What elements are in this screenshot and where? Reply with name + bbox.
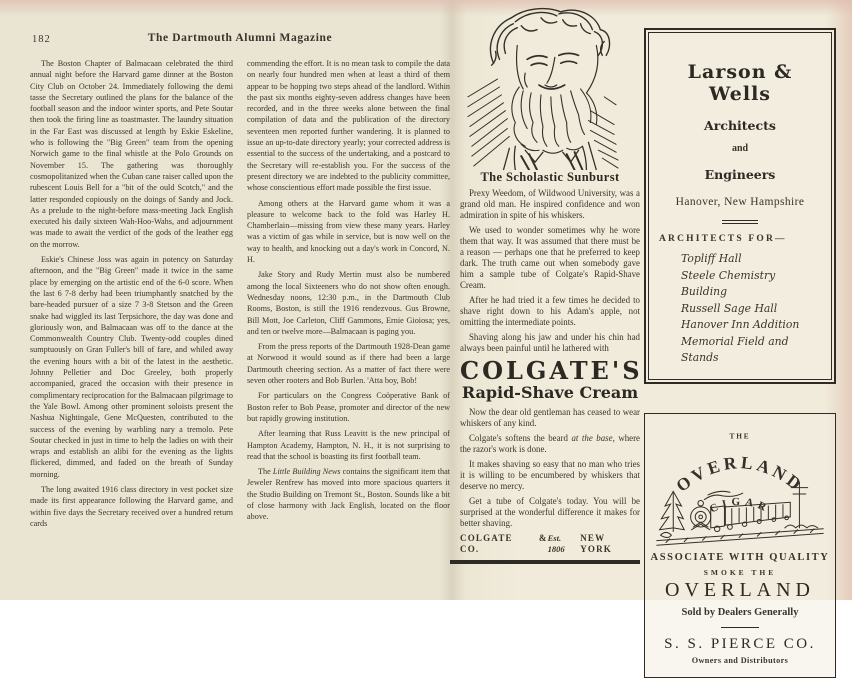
ad-paragraph: We used to wonder sometimes why he wore them that way. It was assumed that there must be a reason — perhaps one that he preferred to keep dark. The truth came out when somebody gave him a sample tube of Colgate's Rapid-Shave Cream.: [460, 225, 640, 290]
list-item: Steele Chemistry Building: [681, 268, 776, 298]
advertiser-location: Hanover, New Hampshire: [675, 196, 805, 208]
body-paragraph: Among others at the Harvard game whom it was a pleasure to welcome back to the fold was Harley H. Chamberlain—missing from view these many years. Harley was a victim of gas while in service, but is now well on the way to health, and knocking out a day's work in Concord, N. H.: [247, 198, 450, 265]
colgate-product-name: Rapid-Shave Cream: [461, 383, 639, 402]
article-column-2: [247, 58, 450, 533]
ad-subtitle: Architects: [704, 118, 776, 133]
ad-bottom-rule: [450, 560, 640, 564]
colgate-footer: [460, 533, 640, 555]
left-page: [30, 30, 450, 533]
body-paragraph: Eskie's Chinese Joss was again in potency on Saturday afternoon, and the "Big Green" made it twice in the same place by emerging on the artistic end of the 6-0 score. When the last 6 7-8 derby had been triumphantly snatched by the bare-headed pursuer of a size 7 3-8 Stetson and the Green snake had wiggled its last Terpsichore, the day was done and gloriously won, and Balmacaan was off to the dance at the Commonwealth Country Club. Twenty-odd couples dined sumptuously on Gran Fuller's bill of fare, and whiled away the evening hours with a bit of the latest in the aesthetic. Johnny Pelletier and Doc Greeley, both properly accompanied, graced the occasion with their presence in complimentary reciprocation for the Balmacaan pilgrimage to the Yale Bowl. Among other prominent soloists present the Nashua Nightingale, Gene McQuesten, contributed to the success of the evening by warbling nary a tremolo. Pete Soutar checked in just in time to help the ladies on with their wraps and establish an alibi for the evening as the lights flickered, dimmed, and faded on the breath of Sunday morning.: [30, 255, 233, 479]
emphasis-text: at the base: [571, 433, 613, 443]
page-header: [30, 30, 450, 52]
publication-name: Little Building News: [272, 467, 341, 477]
body-paragraph: For particulars on the Congress Coöperative Bank of Boston refer to Bob Pease, promoter and director of the new but rapidly growing institution.: [247, 391, 450, 423]
paragraph-fragment: , where the razor's work is done.: [460, 433, 640, 454]
body-paragraph: After learning that Russ Leavitt is the new principal of Hampton Academy, Hampton, N. H., it is not surprising to read that the school is boasting its first football team.: [247, 429, 450, 461]
ads-column: [644, 28, 836, 678]
ad-slogan: ASSOCIATE WITH QUALITY: [650, 551, 830, 563]
divider-rule: [722, 220, 758, 224]
magazine-title: The Dartmouth Alumni Magazine: [147, 32, 333, 44]
body-paragraph: [247, 466, 450, 522]
list-item: Hanover Inn Addition: [681, 318, 800, 331]
ad-paragraph: Now the dear old gentleman has ceased to wear whiskers of any kind.: [460, 407, 640, 428]
ad-subtitle: and: [731, 143, 749, 154]
larson-wells-ad-inner-border: [648, 32, 832, 380]
body-paragraph: Jake Story and Rudy Mertin must also be numbered among the local Sixteeners who do not show often enough. Wednesday noons, 12:30 p.m., in the Dartmouth Club Rooms, Boston, is still the 1916 rendezvous. Gus Browne, Bill Mott, Joe Carleton, Cliff Gammons, Ernie Gioiosa; yes, and ten or twelve more—Balmacaan is paging you.: [247, 270, 450, 336]
train-illustration: [651, 420, 829, 548]
list-heading: ARCHITECTS FOR—: [659, 234, 787, 244]
distributor-role: Owners and Distributors: [691, 655, 789, 665]
projects-list: [681, 251, 823, 367]
overland-logo-name: OVERLAND: [672, 452, 808, 496]
body-paragraph: commending the effort. It is no mean task to compile the data on nearly four hundred men when at least a third of them appear to be hopping two steps ahead of the landlord. Within the past six months eighty-seven address changes have been recorded, and in the three weeks alone between the final compilation of data and the publication of the directory seventeen men reported further wandering. It is planned to issue an up-to-date directory yearly; your corrected address is essential to the success of the undertaking, and a postcard to the Secretary will re-establish you. For the success of the present directory we are indebted to the publicity committee, whose conscientious effort made possible the first issue.: [247, 59, 450, 193]
list-item: Topliff Hall: [681, 252, 742, 265]
distributor-name: S. S. PIERCE CO.: [664, 635, 816, 652]
overland-logo-cigar: CIGAR: [707, 495, 773, 516]
colgate-logo: COLGATE'S: [460, 356, 643, 385]
ad-headline: The Scholastic Sunburst: [480, 170, 620, 184]
list-item: Russell Sage Hall: [681, 301, 778, 315]
overland-logo-the: THE: [729, 430, 751, 440]
body-paragraph: The Boston Chapter of Balmacaan celebrated the third annual night before the Harvard game dinner at the Boston City Club on October 24. Immediately following the demi tasse the Secretary outlined the plans for the balance of the football season and the indoor winter sports, and Pete Soutar then took the firing line as toastmaster. The laundry situation in the Far East was discussed at length by Eskie Eskeline, who is following the "Big Green" team from the opening Norwich game to the final whistle at the Polo Grounds on November 15. The gathering was thoroughly cosmopolitanized when the Cuban cane raiser called upon the rubescent Louis Bell for a "bit of the ould Scotch," and the latter responded copiously on the doings of Sandy and Jock. As a prelude to the night-before mass-meeting Jack English executed his daily sixteen Wah-Hoo-Wahs, and adjournment was made to await the verdict of the gods of the leather egg on the morrow.: [30, 59, 233, 249]
page-number: 182: [32, 34, 51, 45]
paragraph-fragment: The: [258, 467, 273, 477]
body-paragraph: The long awaited 1916 class directory in vest pocket size made its first appearance following the Harvard game, and within five days the Secretary received over a hundred return cards: [30, 484, 233, 528]
article-column-1: [30, 58, 233, 533]
ad-paragraph: Get a tube of Colgate's today. You will be surprised at the wonderful difference it makes for better shaving.: [460, 496, 640, 528]
paragraph-fragment: Colgate's softens the beard: [469, 433, 572, 443]
ad-paragraph: It makes shaving so easy that no man who tries it is willing to be encumbered by whiskers that deserve no mercy.: [460, 459, 640, 491]
paragraph-fragment: contains the significant item that Jeweler Renfrew has moved into more spacious quarters it the Studio Building on Tremont St., Boston. Sounds like a bit of close harmony with Jack English, located on the floor above.: [247, 467, 451, 522]
overland-cigar-ad: [644, 413, 836, 678]
larson-wells-ad: [644, 28, 836, 384]
divider-rule: [721, 627, 759, 628]
svg-text:OVERLAND: [673, 453, 807, 496]
body-paragraph: From the press reports of the Dartmouth 1928-Dean game at Norwood it would sound as if there had been a large Dartmouth cheering section. As a matter of fact there were seven other rooters and Bob Burlen. 'Atta boy, Bob!: [247, 342, 450, 386]
product-name: OVERLAND: [665, 578, 815, 601]
advertiser-name: Larson & Wells: [687, 61, 793, 105]
company-city: NEW YORK: [580, 533, 612, 554]
ad-paragraph: Prexy Weedom, of Wildwood University, was a grand old man. He inspired confidence and won admiration in spite of his whiskers.: [460, 188, 640, 220]
ad-paragraph: After he had tried it a few times he decided to shave right down to his Adam's apple, not omitting the intermediate points.: [460, 295, 640, 327]
article-columns: [30, 58, 450, 533]
established-date: Est. 1806: [547, 533, 565, 554]
ad-tagline: Sold by Dealers Generally: [681, 606, 799, 618]
company-name: COLGATE & CO.: [460, 533, 548, 554]
bearded-professor-portrait-illustration: [462, 2, 620, 170]
ad-slogan: SMOKE THE: [703, 567, 777, 577]
ad-paragraph: Shaving along his jaw and under his chin had always been painful until he lathered with: [460, 332, 640, 353]
colgate-ad: [460, 2, 643, 564]
list-item: Memorial Field and Stands: [681, 334, 789, 364]
ad-paragraph: [460, 433, 640, 455]
ad-subtitle: Engineers: [704, 167, 776, 182]
